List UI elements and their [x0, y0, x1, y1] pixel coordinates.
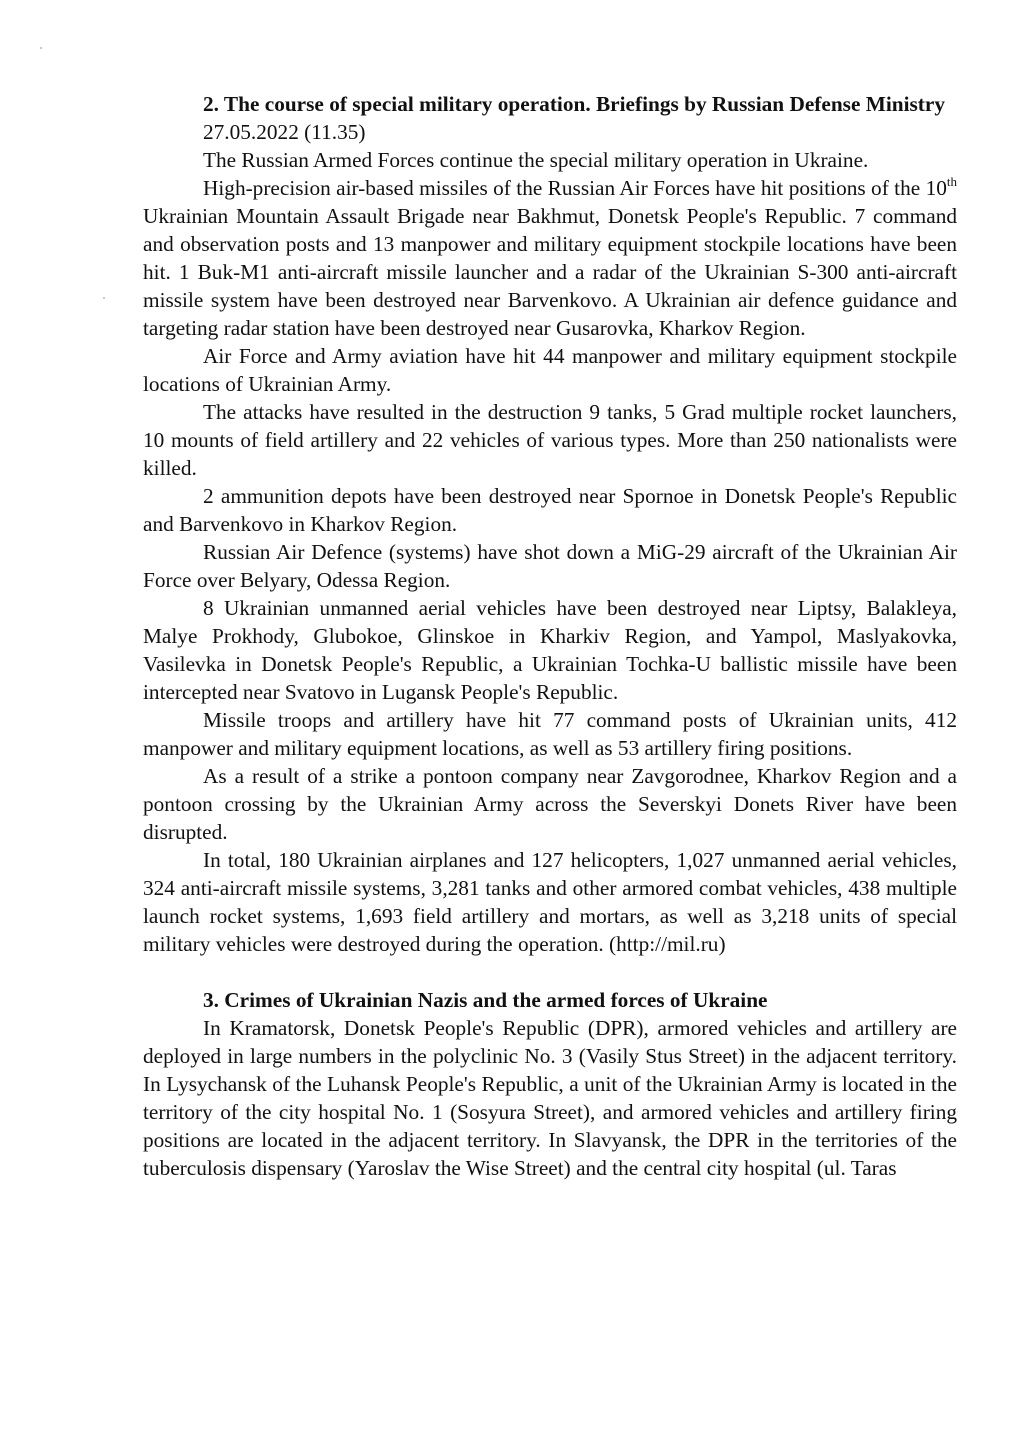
paragraph — [143, 174, 957, 342]
section-3-heading: 3. Crimes of Ukrainian Nazis and the armed forces of Ukraine — [203, 988, 768, 1012]
paragraph: Missile troops and artillery have hit 77 command posts of Ukrainian units, 412 manpower and military equipment locations, as well as 53 artillery firing positions. — [143, 708, 957, 760]
paragraph: The attacks have resulted in the destruction 9 tanks, 5 Grad multiple rocket launchers, 10 mounts of field artillery and 22 vehicles of various types. More than 250 nationalists were killed. — [143, 400, 957, 480]
paragraph: Russian Air Defence (systems) have shot down a MiG-29 aircraft of the Ukrainian Air Force over Belyary, Odessa Region. — [143, 540, 957, 592]
ordinal-suffix: th — [946, 174, 957, 189]
paragraph: As a result of a strike a pontoon company near Zavgorodnee, Kharkov Region and a pontoon crossing by the Ukrainian Army across the Severskyi Donets River have been disrupted. — [143, 764, 957, 844]
paragraph: Air Force and Army aviation have hit 44 manpower and military equipment stockpile locations of Ukrainian Army. — [143, 344, 957, 396]
scan-speck — [103, 297, 105, 299]
paragraph: In Kramatorsk, Donetsk People's Republic (DPR), armored vehicles and artillery are deployed in large numbers in the polyclinic No. 3 (Vasily Stus Street) in the adjacent territory. In Lysychansk of the Luhansk People's Republic, a unit of the Ukrainian Army is located in the territory of the city hospital No. 1 (Sosyura Street), and armored vehicles and artillery firing positions are located in the adjacent territory. In Slavyansk, the DPR in the territories of the tuberculosis dispensary (Yaroslav the Wise Street) and the central city hospital (ul. Taras — [143, 1016, 957, 1180]
paragraph: In total, 180 Ukrainian airplanes and 127 helicopters, 1,027 unmanned aerial vehicles, 324 anti-aircraft missile systems, 3,281 tanks and other armored combat vehicles, 438 multiple launch rocket systems, 1,693 field artillery and mortars, as well as 3,218 units of special military vehicles were destroyed during the operation. (http://mil.ru) — [143, 848, 957, 956]
scan-speck — [40, 47, 42, 49]
paragraph-text: High-precision air-based missiles of the Russian Air Forces have hit positions of the 10 — [203, 176, 947, 200]
section-2-heading: 2. The course of special military operation. Briefings by Russian Defense Ministry — [203, 92, 946, 116]
paragraph: 2 ammunition depots have been destroyed near Spornoe in Donetsk People's Republic and Barvenkovo in Kharkov Region. — [143, 484, 957, 536]
paragraph: The Russian Armed Forces continue the special military operation in Ukraine. — [203, 148, 869, 172]
briefing-date: 27.05.2022 (11.35) — [203, 120, 366, 144]
paragraph-text: Ukrainian Mountain Assault Brigade near Bakhmut, Donetsk People's Republic. 7 command and observation posts and 13 manpower and military equipment stockpile locations have been hit. 1 Buk-M1 anti-aircraft missile launcher and a radar of the Ukrainian S-300 anti-aircraft missile system have been destroyed near Barvenkovo. A Ukrainian air defence guidance and targeting radar station have been destroyed near Gusarovka, Kharkov Region. — [143, 204, 957, 340]
document-page — [143, 90, 957, 1182]
paragraph: 8 Ukrainian unmanned aerial vehicles have been destroyed near Liptsy, Balakleya, Malye Prokhody, Glubokoe, Glinskoe in Kharkiv Region, and Yampol, Maslyakovka, Vasilevka in Donetsk People's Republic, a Ukrainian Tochka-U ballistic missile have been intercepted near Svatovo in Lugansk People's Republic. — [143, 596, 957, 704]
